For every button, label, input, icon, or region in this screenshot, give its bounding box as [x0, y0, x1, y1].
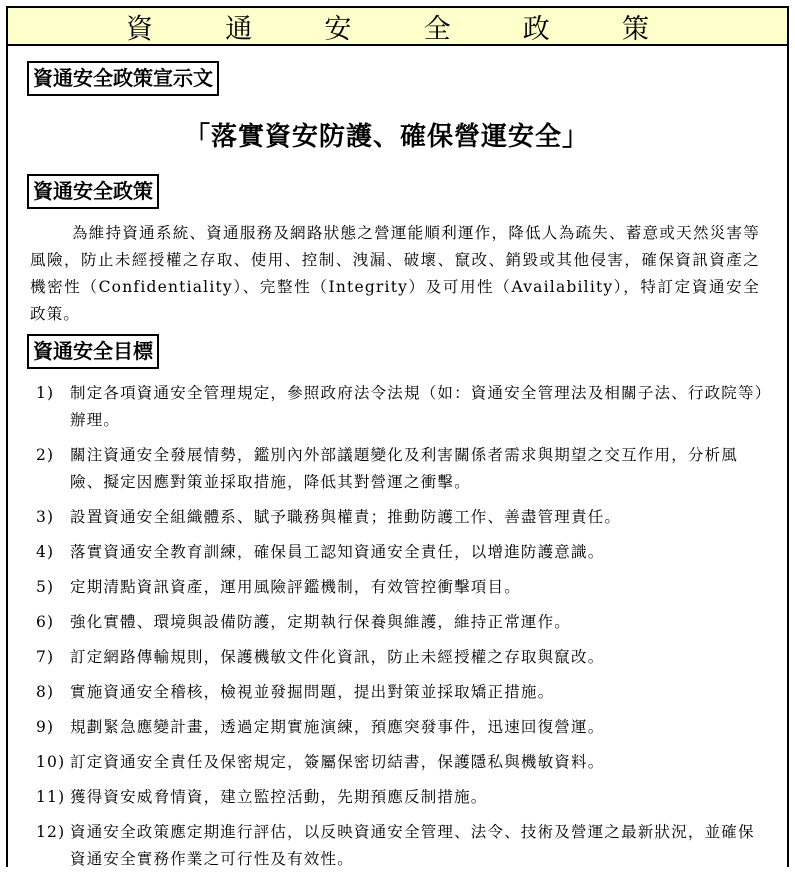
title-char: 策 — [621, 13, 649, 45]
objective-text: 設置資通安全組織體系、賦予職務與權責；推動防護工作、善盡管理責任。 — [70, 508, 622, 526]
slogan: 「落實資安防護、確保營運安全」 — [183, 122, 589, 152]
objective-item — [36, 749, 766, 776]
objective-item — [36, 504, 766, 531]
objective-item — [36, 539, 766, 566]
objective-number: 8) — [36, 683, 55, 701]
objective-item — [36, 574, 766, 601]
title-char: 全 — [423, 13, 451, 45]
title-bar — [8, 8, 787, 46]
objective-item — [36, 609, 766, 636]
objective-text: 獲得資安威脅情資，建立監控活動，先期預應反制措施。 — [70, 788, 488, 806]
objective-number: 10) — [36, 753, 66, 771]
objectives-list — [36, 380, 766, 881]
objective-text: 關注資通安全發展情勢，鑑別內外部議題變化及利害關係者需求與期望之交互作用，分析風險、擬定因應對策並採取措施，降低其對營運之衝擊。 — [70, 446, 739, 491]
objective-item — [36, 644, 766, 671]
objective-number: 2) — [36, 446, 55, 464]
objective-text: 定期清點資訊資產，運用風險評鑑機制，有效管控衝擊項目。 — [70, 578, 521, 596]
objective-item — [36, 679, 766, 706]
objective-text: 實施資通安全稽核，檢視並發掘問題，提出對策並採取矯正措施。 — [70, 683, 555, 701]
objective-number: 6) — [36, 613, 55, 631]
document-frame — [6, 6, 789, 867]
policy-heading: 資通安全政策 — [27, 174, 159, 209]
objectives-heading: 資通安全目標 — [27, 334, 159, 369]
objective-text: 規劃緊急應變計畫，透過定期實施演練，預應突發事件，迅速回復營運。 — [70, 718, 605, 736]
objective-item — [36, 784, 766, 811]
objective-text: 落實資通安全教育訓練，確保員工認知資通安全責任，以增進防護意識。 — [70, 543, 605, 561]
policy-text: 為維持資通系統、資通服務及網路狀態之營運能順利運作，降低人為疏失、蓄意或天然災害等風險，防止未經授權之存取、使用、控制、洩漏、破壞、竄改、銷毀或其他侵害，確保資訊資產之機密性（Confidentiality）、完整性（Integrity）及可用性（Availability），特訂定資通安全政策。 — [30, 224, 760, 323]
objective-number: 9) — [36, 718, 55, 736]
objective-item — [36, 380, 766, 434]
objective-number: 5) — [36, 578, 55, 596]
title-char: 通 — [225, 13, 253, 45]
title-char: 安 — [324, 13, 352, 45]
objective-number: 12) — [36, 823, 66, 841]
objective-text: 強化實體、環境與設備防護，定期執行保養與維護，維持正常運作。 — [70, 613, 572, 631]
objective-item — [36, 714, 766, 741]
objective-text: 訂定網路傳輸規則，保護機敏文件化資訊，防止未經授權之存取與竄改。 — [70, 648, 605, 666]
objective-text: 制定各項資通安全管理規定，參照政府法令法規（如：資通安全管理法及相關子法、行政院等）辦理。 — [70, 384, 764, 429]
objective-number: 1) — [36, 384, 55, 402]
objective-text: 訂定資通安全責任及保密規定，簽屬保密切結書，保護隱私與機敏資料。 — [70, 753, 605, 771]
declaration-heading: 資通安全政策宣示文 — [27, 61, 219, 96]
objective-text: 資通安全政策應定期進行評估，以反映資通安全管理、法令、技術及營運之最新狀況，並確保資通安全實務作業之可行性及有效性。 — [70, 823, 755, 868]
title-char: 資 — [126, 13, 153, 45]
objective-item — [36, 819, 766, 873]
title-char: 政 — [522, 13, 550, 45]
objective-number: 11) — [36, 788, 66, 806]
objective-number: 3) — [36, 508, 55, 526]
objective-number: 7) — [36, 648, 55, 666]
objective-item — [36, 442, 766, 496]
objective-number: 4) — [36, 543, 55, 561]
